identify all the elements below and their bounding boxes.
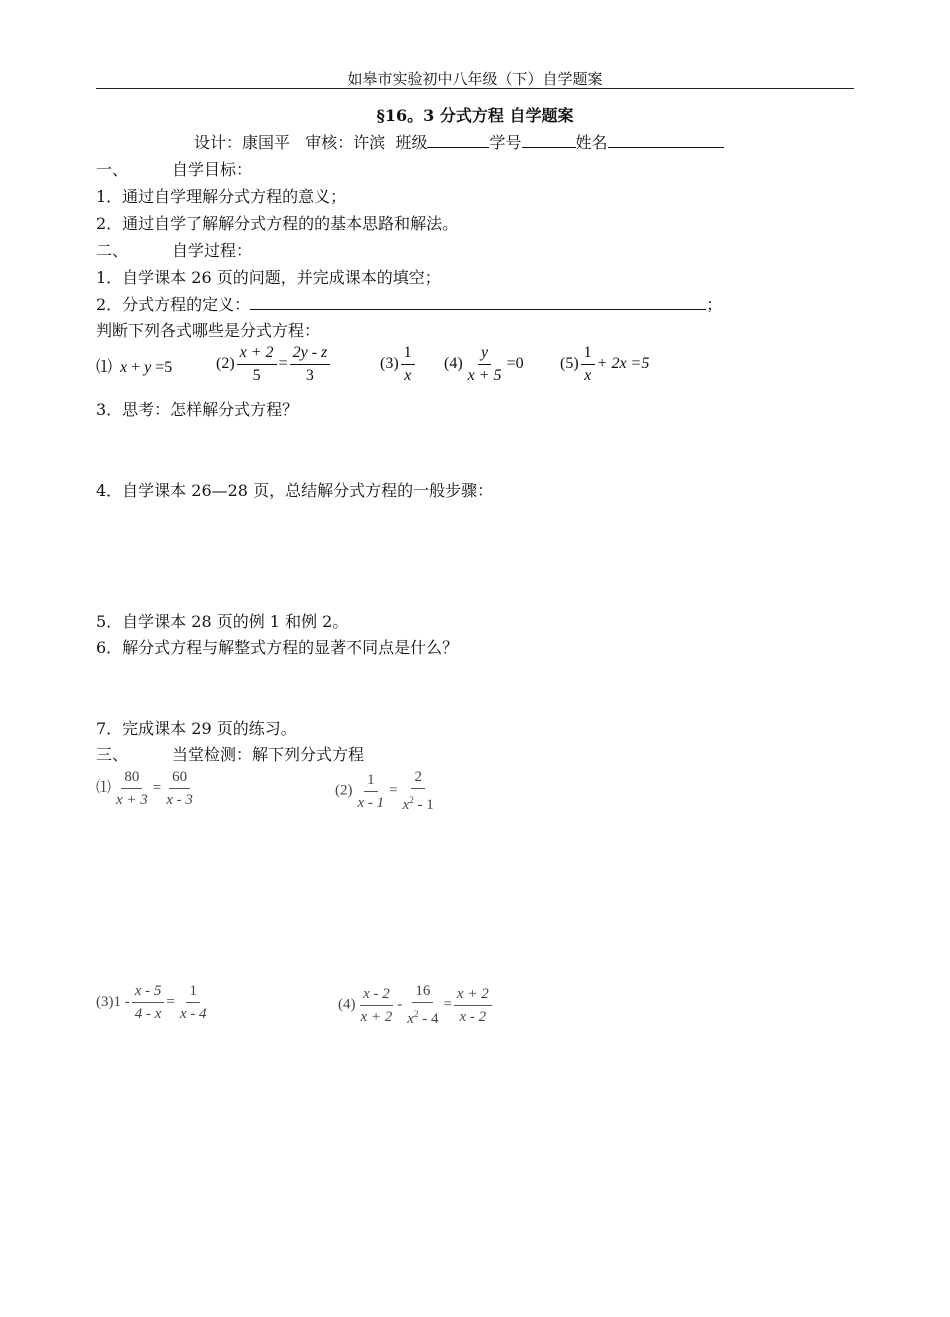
section-1-heading: 一、 自学目标： — [96, 160, 253, 179]
step-2: 2．分式方程的定义： ； — [96, 295, 723, 314]
meta-line — [194, 130, 724, 153]
test-item-1: ⑴ $\frac{80}{x + 3}$ = $\frac{60}{x - 3}$ — [96, 769, 193, 808]
judge-item-2: (2) $\frac{x + 2}{5}$ = $\frac{2y - z}{3}$ — [216, 344, 332, 385]
class-blank[interactable] — [427, 133, 489, 148]
judge-item-5: (5) $\frac{1}{x}$ + 2x =5 — [560, 344, 650, 384]
class-label: 班级 — [395, 133, 428, 152]
section-3-heading: 三、 当堂检测：解下列分式方程 — [96, 745, 365, 764]
step-1: 1．自学课本 26 页的问题，并完成课本的填空； — [96, 268, 441, 287]
step-3: 3．思考：怎样解分式方程？ — [96, 400, 299, 419]
step-6: 6．解分式方程与解整式方程的显著不同点是什么？ — [96, 638, 459, 657]
header-rule — [96, 88, 854, 89]
name-label: 姓名 — [575, 133, 608, 152]
student-no-label: 学号 — [489, 133, 522, 152]
test-item-4: (4) $\frac{x - 2}{x + 2}$ - $\frac{16}{x^2 - 4}$ = $\frac{x + 2}{x - 2}$ — [338, 982, 494, 1028]
reviewer: 审核：许滨 — [305, 133, 386, 152]
goal-1: 1．通过自学理解分式方程的意义； — [96, 187, 347, 206]
judge-item-1: ⑴ x + y =5 — [96, 359, 173, 376]
judge-item-4: (4) $\frac{y}{x + 5}$ =0 — [444, 344, 524, 384]
name-blank[interactable] — [608, 133, 724, 148]
page-header: 如皋市实验初中八年级（下）自学题案 — [347, 70, 603, 88]
step-5: 5．自学课本 28 页的例 1 和例 2。 — [96, 612, 349, 631]
student-no-blank[interactable] — [522, 133, 576, 148]
goal-2: 2．通过自学了解解分式方程的的基本思路和解法。 — [96, 214, 459, 233]
test-item-3: (3)1 - $\frac{x - 5}{4 - x}$ = $\frac{1}{x - 4}$ — [96, 983, 207, 1022]
judge-instruction: 判断下列各式哪些是分式方程： — [96, 321, 321, 340]
definition-blank[interactable] — [250, 295, 706, 310]
section-2-heading: 二、 自学过程： — [96, 241, 253, 260]
judge-item-3: (3) $\frac{1}{x}$ — [380, 344, 417, 385]
document-title: §16。3 分式方程 自学题案 — [376, 106, 574, 125]
designer: 设计：康国平 — [194, 133, 291, 152]
step-4: 4．自学课本 26—28 页，总结解分式方程的一般步骤： — [96, 481, 494, 500]
step-7: 7．完成课本 29 页的练习。 — [96, 719, 297, 738]
test-item-2: (2) $\frac{1}{x - 1}$ = $\frac{2}{x^2 - 1}$ — [335, 769, 434, 813]
